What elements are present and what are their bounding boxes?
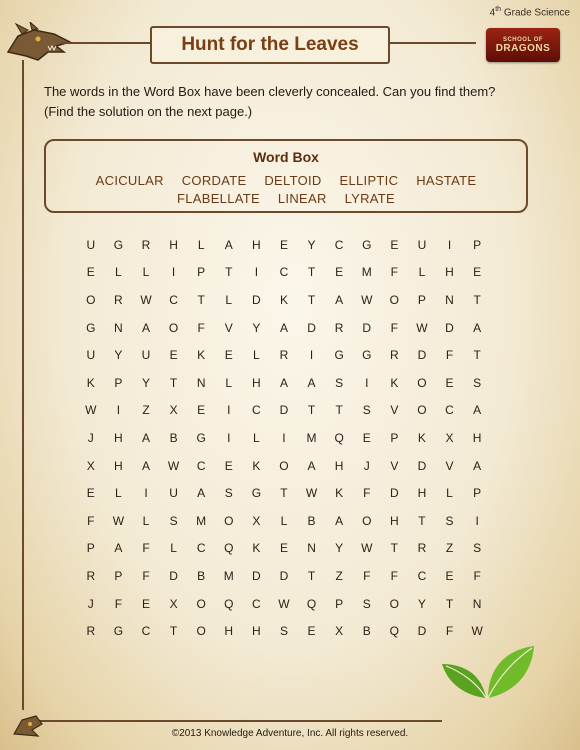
grid-letter: B xyxy=(169,430,178,445)
grid-letter: R xyxy=(279,348,289,363)
grid-letter: L xyxy=(197,237,205,252)
grid-letter: C xyxy=(196,541,206,556)
grid-letter: Z xyxy=(335,568,343,583)
grid-letter: M xyxy=(196,513,207,528)
copyright-footer: ©2013 Knowledge Adventure, Inc. All rights reserved. xyxy=(171,728,409,739)
grid-letter: A xyxy=(224,237,233,252)
grid-letter: S xyxy=(362,403,371,418)
grid-letter: H xyxy=(224,624,234,639)
grid-letter: F xyxy=(142,568,150,583)
grid-letter: D xyxy=(169,568,178,583)
title-rule-right xyxy=(386,42,476,44)
grid-letter: U xyxy=(86,348,96,363)
grid-letter: V xyxy=(224,320,233,335)
school-of-dragons-logo xyxy=(486,28,560,62)
word-item: LINEAR xyxy=(277,191,327,206)
grid-letter: G xyxy=(362,348,372,363)
grid-letter: D xyxy=(279,568,289,583)
grid-letter: S xyxy=(473,541,482,556)
grid-letter: T xyxy=(418,513,426,528)
grid-letter: M xyxy=(361,265,372,280)
grid-letter: A xyxy=(279,320,288,335)
grid-letter: L xyxy=(253,430,260,445)
word-item: ELLIPTIC xyxy=(339,173,399,188)
grid-letter: C xyxy=(252,596,261,611)
grid-letter: D xyxy=(362,320,372,335)
grid-letter: V xyxy=(445,458,454,473)
grid-letter: E xyxy=(224,348,233,363)
grid-letter: P xyxy=(473,237,482,252)
grade-number: 4 xyxy=(489,7,496,19)
grid-letter: L xyxy=(446,486,453,501)
word-search-grid xyxy=(77,231,491,645)
grid-letter: J xyxy=(363,458,370,473)
grid-letter: O xyxy=(196,596,206,611)
grid-letter: H xyxy=(472,430,482,445)
grid-letter: P xyxy=(197,265,206,280)
grid-letter: G xyxy=(113,237,124,252)
word-item: HASTATE xyxy=(416,173,477,188)
grid-letter: M xyxy=(306,430,317,445)
grid-letter: G xyxy=(113,624,124,639)
grid-letter: S xyxy=(169,513,178,528)
grid-letter: C xyxy=(417,568,427,583)
grid-letter: B xyxy=(362,624,371,639)
title-banner xyxy=(150,26,390,64)
grid-letter: F xyxy=(142,541,150,556)
grid-letter: D xyxy=(417,458,427,473)
grid-letter: A xyxy=(197,486,206,501)
grid-letter: C xyxy=(252,403,261,418)
grid-letter: O xyxy=(86,292,96,307)
grid-letter: A xyxy=(473,458,482,473)
grid-letter: N xyxy=(114,320,123,335)
grid-letter: P xyxy=(86,541,95,556)
grid-letter: K xyxy=(279,292,288,307)
page-frame-bottom xyxy=(22,720,442,722)
grid-letter: Q xyxy=(306,596,317,611)
grid-letter: R xyxy=(417,541,427,556)
grid-letter: O xyxy=(362,513,372,528)
grid-letter: I xyxy=(116,403,121,418)
grid-letter: P xyxy=(417,292,426,307)
grid-letter: I xyxy=(309,348,314,363)
grid-letter: S xyxy=(335,375,344,390)
grid-letter: O xyxy=(417,403,427,418)
grid-letter: F xyxy=(87,513,95,528)
grid-letter: L xyxy=(142,265,150,280)
word-item: LYRATE xyxy=(344,191,396,206)
grid-letter: L xyxy=(280,513,288,528)
grid-letter: L xyxy=(170,541,177,556)
grid-letter: I xyxy=(365,375,369,390)
grid-letter: T xyxy=(307,403,316,418)
grid-letter: F xyxy=(445,348,454,363)
grid-letter: W xyxy=(305,486,318,501)
grid-letter: F xyxy=(363,486,371,501)
grid-letter: A xyxy=(141,320,150,335)
grid-letter: F xyxy=(473,568,481,583)
grid-letter: N xyxy=(445,292,454,307)
grid-letter: G xyxy=(251,486,262,501)
grid-letter: T xyxy=(225,265,233,280)
grid-letter: R xyxy=(86,568,96,583)
grid-letter: O xyxy=(168,320,179,335)
grid-letter: X xyxy=(445,430,454,445)
grid-letter: I xyxy=(171,265,176,280)
grid-letter: X xyxy=(86,458,95,473)
grid-letter: T xyxy=(335,403,343,418)
grid-letter: W xyxy=(112,513,125,528)
grid-letter: I xyxy=(144,486,148,501)
grid-letter: C xyxy=(445,403,454,418)
grid-letter: Z xyxy=(142,403,150,418)
word-item: ACICULAR xyxy=(95,173,164,188)
grid-letter: O xyxy=(279,458,289,473)
grid-letter: G xyxy=(196,430,206,445)
grid-letter: A xyxy=(335,292,344,307)
grid-letter: N xyxy=(307,541,316,556)
grid-letter: O xyxy=(417,375,427,390)
grid-letter: R xyxy=(389,348,399,363)
grid-letter: W xyxy=(140,292,152,307)
grid-letter: H xyxy=(252,237,261,252)
grid-letter: E xyxy=(86,265,95,280)
grid-letter: T xyxy=(473,292,481,307)
grid-letter: E xyxy=(86,486,95,501)
page-frame-left xyxy=(22,60,24,710)
grid-letter: H xyxy=(445,265,454,280)
grid-letter: L xyxy=(225,375,233,390)
grid-letter: T xyxy=(445,596,454,611)
grid-letter: E xyxy=(445,568,454,583)
grid-letter: E xyxy=(224,458,233,473)
grid-letter: R xyxy=(141,237,151,252)
instructions xyxy=(44,82,544,122)
instructions-line-1: The words in the Word Box have been cleverly concealed. Can you find them? xyxy=(44,84,496,99)
grid-letter: H xyxy=(334,458,344,473)
grid-letter: V xyxy=(390,458,399,473)
grid-letter: N xyxy=(472,596,482,611)
grid-letter: W xyxy=(361,541,373,556)
grid-letter: I xyxy=(227,403,231,418)
grid-letter: T xyxy=(390,541,398,556)
grid-letter: M xyxy=(223,568,234,583)
grid-letter: R xyxy=(114,292,123,307)
grid-letter: K xyxy=(252,541,261,556)
grid-letter: Y xyxy=(417,596,426,611)
grid-letter: A xyxy=(335,513,344,528)
grid-letter: E xyxy=(197,403,206,418)
grid-letter: H xyxy=(252,375,261,390)
grid-letter: H xyxy=(417,486,427,501)
word-item: DELTOID xyxy=(264,173,322,188)
grid-letter: T xyxy=(307,292,316,307)
grid-letter: L xyxy=(253,348,260,363)
grid-letter: S xyxy=(224,486,233,501)
grid-letter: O xyxy=(389,596,399,611)
grid-letter: E xyxy=(307,624,316,639)
grid-letter: H xyxy=(169,237,178,252)
grid-letter: K xyxy=(197,348,206,363)
word-list-row-2 xyxy=(46,191,526,206)
grid-letter: T xyxy=(307,265,316,280)
grid-letter: Q xyxy=(224,596,234,611)
grid-letter: D xyxy=(279,403,289,418)
grid-letter: B xyxy=(197,568,206,583)
grid-letter: W xyxy=(278,596,290,611)
grid-letter: W xyxy=(85,403,97,418)
word-item: FLABELLATE xyxy=(176,191,260,206)
grid-letter: D xyxy=(389,486,399,501)
grid-letter: O xyxy=(389,292,399,307)
logo-main-text: DRAGONS xyxy=(495,42,551,54)
grid-letter: K xyxy=(417,430,426,445)
grid-letter: L xyxy=(115,486,122,501)
grid-letter: O xyxy=(196,624,206,639)
grid-letter: A xyxy=(141,458,150,473)
grid-letter: O xyxy=(224,513,234,528)
grid-letter: C xyxy=(279,265,289,280)
page-title: Hunt for the Leaves xyxy=(181,34,359,55)
grid-letter: C xyxy=(169,292,178,307)
grid-letter: A xyxy=(307,375,316,390)
grid-letter: R xyxy=(334,320,344,335)
grid-letter: E xyxy=(445,375,454,390)
grid-letter: T xyxy=(197,292,205,307)
grid-letter: G xyxy=(334,348,344,363)
grid-letter: N xyxy=(196,375,206,390)
grid-letter: T xyxy=(169,624,178,639)
logo-top-text: SCHOOL OF xyxy=(502,36,544,43)
grid-letter: C xyxy=(334,237,344,252)
grade-label xyxy=(490,6,570,18)
grid-letter: C xyxy=(141,624,151,639)
grid-letter: W xyxy=(167,458,180,473)
grid-letter: A xyxy=(114,541,123,556)
grid-letter: X xyxy=(169,403,178,418)
grid-letter: Q xyxy=(334,430,344,445)
grid-letter: A xyxy=(473,320,482,335)
grid-letter: L xyxy=(115,265,122,280)
grid-letter: W xyxy=(471,624,483,639)
grid-letter: Y xyxy=(335,541,344,556)
grid-letter: I xyxy=(282,430,286,445)
grid-letter: I xyxy=(254,265,259,280)
grid-letter: Y xyxy=(114,348,123,363)
grid-letter: L xyxy=(142,513,150,528)
grid-letter: D xyxy=(417,624,427,639)
grid-letter: F xyxy=(390,320,398,335)
grid-letter: H xyxy=(252,624,261,639)
grid-letter: Z xyxy=(445,541,454,556)
grid-letter: P xyxy=(473,486,482,501)
grid-letter: F xyxy=(197,320,205,335)
grid-letter: W xyxy=(416,320,428,335)
grid-letter: J xyxy=(87,596,94,611)
grid-letter: U xyxy=(169,486,178,501)
grid-letter: D xyxy=(252,292,261,307)
grid-letter: K xyxy=(86,375,95,390)
grade-suffix: th xyxy=(495,6,502,13)
grid-letter: E xyxy=(473,265,482,280)
grid-letter: A xyxy=(307,458,316,473)
grid-letter: D xyxy=(417,348,427,363)
grid-letter: E xyxy=(279,237,288,252)
grid-letter: G xyxy=(86,320,96,335)
grid-letter: U xyxy=(417,237,427,252)
word-item: CORDATE xyxy=(181,173,247,188)
word-box-title: Word Box xyxy=(253,149,319,165)
grid-letter: S xyxy=(445,513,454,528)
grid-letter: E xyxy=(169,348,178,363)
word-box xyxy=(44,139,528,213)
grid-letter: U xyxy=(141,348,151,363)
grid-letter: I xyxy=(447,237,452,252)
grid-letter: A xyxy=(473,403,482,418)
title-rule-left xyxy=(62,42,152,44)
instructions-line-2: (Find the solution on the next page.) xyxy=(44,104,253,119)
grid-letter: Y xyxy=(252,320,261,335)
leaves-icon xyxy=(438,640,538,700)
grid-letter: E xyxy=(390,237,399,252)
grid-letter: E xyxy=(362,430,371,445)
grid-letter: U xyxy=(86,237,96,252)
grid-letter: L xyxy=(418,265,426,280)
grid-letter: A xyxy=(141,430,150,445)
grid-letter: D xyxy=(445,320,454,335)
grid-letter: S xyxy=(362,596,371,611)
grade-text: Grade Science xyxy=(501,7,570,19)
grid-letter: X xyxy=(169,596,178,611)
grid-letter: R xyxy=(86,624,96,639)
grid-letter: Y xyxy=(141,375,150,390)
grid-letter: Y xyxy=(307,237,316,252)
grid-letter: E xyxy=(335,265,344,280)
grid-letter: A xyxy=(279,375,288,390)
grid-letter: T xyxy=(307,568,316,583)
grid-letter: T xyxy=(280,486,288,501)
grid-letter: P xyxy=(114,568,123,583)
grid-letter: H xyxy=(389,513,399,528)
grid-letter: C xyxy=(196,458,206,473)
grid-letter: F xyxy=(363,568,371,583)
grid-letter: X xyxy=(252,513,261,528)
grid-letter: F xyxy=(390,265,398,280)
grid-letter: Q xyxy=(389,624,399,639)
grid-letter: X xyxy=(335,624,344,639)
dragon-head-icon xyxy=(4,22,74,66)
grid-letter: I xyxy=(227,430,231,445)
grid-letter: F xyxy=(445,624,454,639)
grid-letter: S xyxy=(473,375,482,390)
grid-letter: D xyxy=(252,568,261,583)
grid-letter: K xyxy=(390,375,399,390)
grid-letter: B xyxy=(307,513,316,528)
grid-letter: E xyxy=(279,541,288,556)
grid-letter: T xyxy=(169,375,178,390)
grid-letter: L xyxy=(225,292,233,307)
grid-letter: D xyxy=(307,320,316,335)
grid-letter: H xyxy=(114,458,123,473)
grid-letter: P xyxy=(390,430,399,445)
grid-letter: P xyxy=(335,596,344,611)
word-list-row-1 xyxy=(46,173,526,188)
grid-letter: K xyxy=(252,458,261,473)
grid-letter: W xyxy=(361,292,373,307)
grid-letter: F xyxy=(114,596,123,611)
grid-letter: J xyxy=(87,430,94,445)
grid-letter: H xyxy=(114,430,123,445)
grid-letter: F xyxy=(390,568,398,583)
grid-letter: G xyxy=(362,237,372,252)
grid-letter: K xyxy=(335,486,344,501)
grid-letter: I xyxy=(475,513,479,528)
grid-letter: E xyxy=(141,596,150,611)
grid-letter: P xyxy=(114,375,123,390)
grid-letter: Q xyxy=(224,541,234,556)
grid-letter: S xyxy=(279,624,288,639)
grid-letter: V xyxy=(390,403,399,418)
grid-letter: T xyxy=(473,348,481,363)
